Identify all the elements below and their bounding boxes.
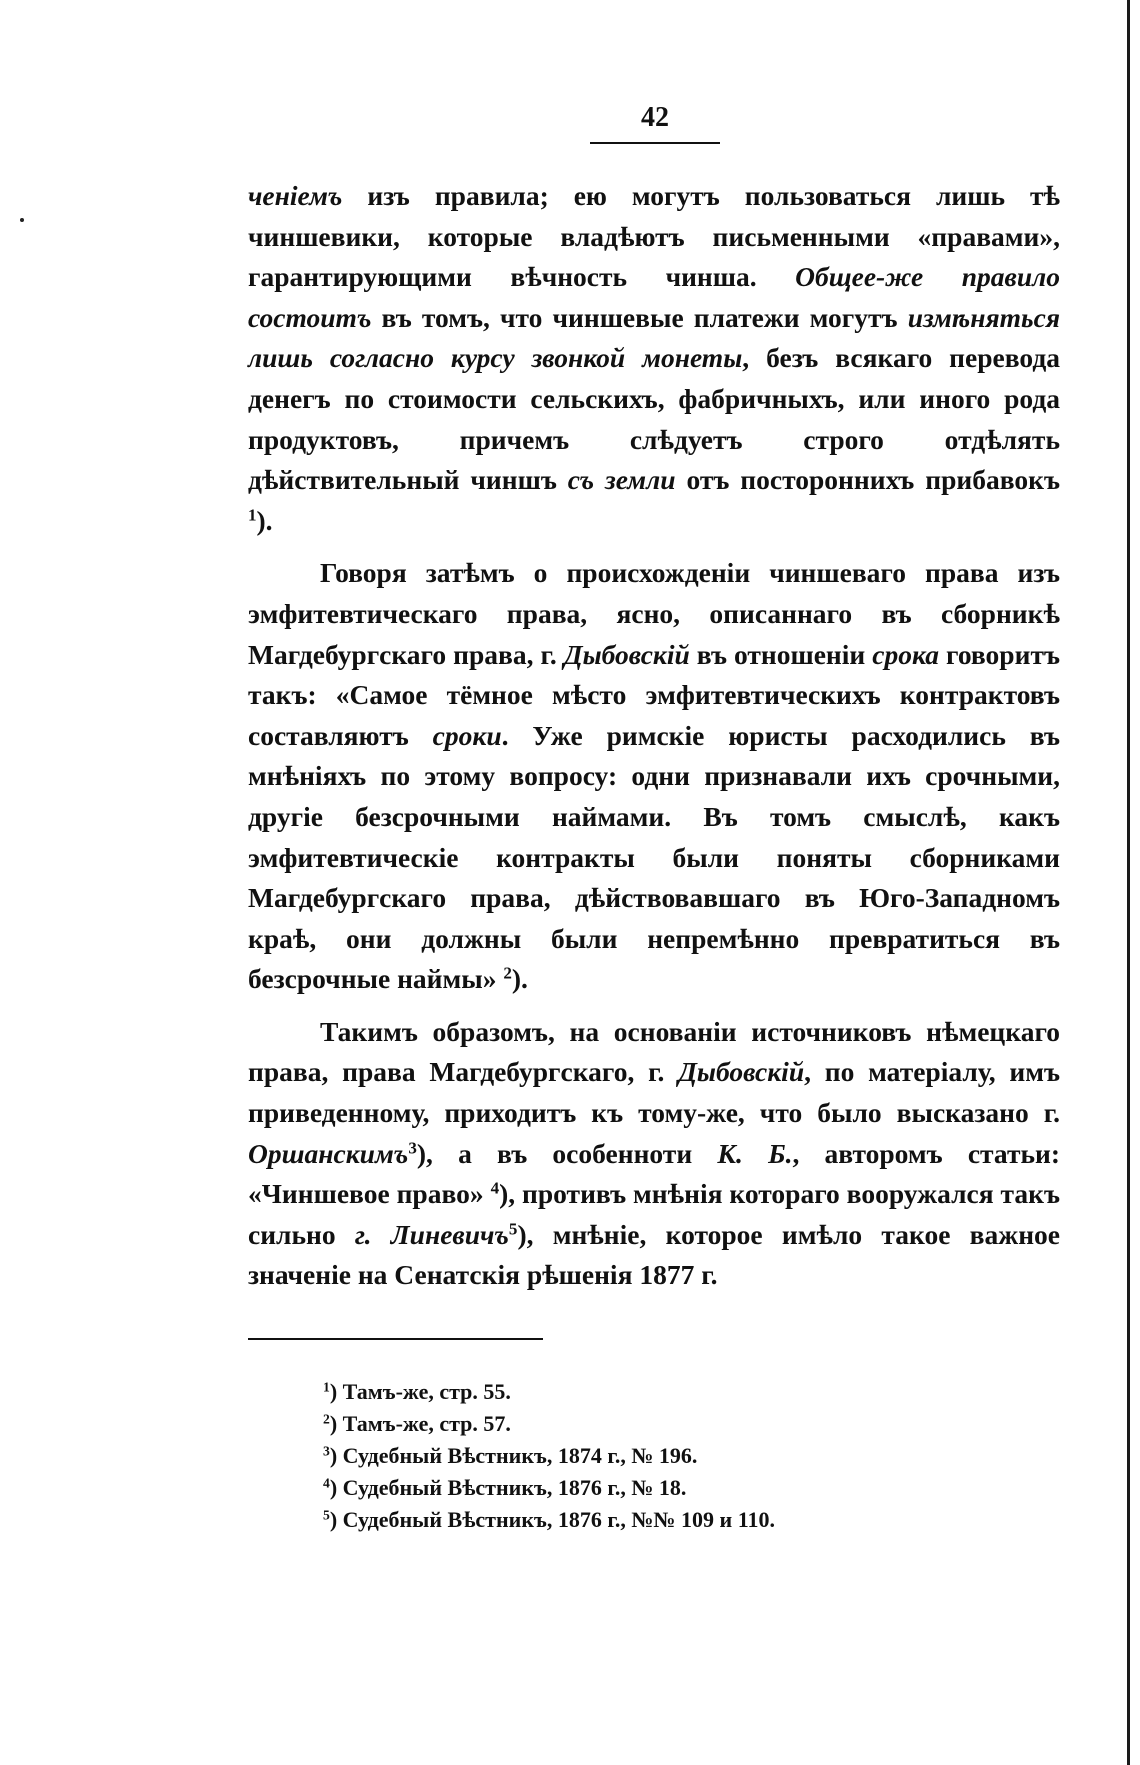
footnote-ref-3[interactable]: 3 bbox=[408, 1138, 417, 1158]
text-run: отъ постороннихъ прибавокъ bbox=[675, 464, 1061, 496]
footnote-1 bbox=[323, 1376, 923, 1408]
footnote-ref-2[interactable]: 2 bbox=[503, 963, 512, 983]
footnote-text: ) Судебный Вѣстникъ, 1876 г., №№ 109 и 110. bbox=[329, 1507, 776, 1532]
italic-term: съ земли bbox=[567, 464, 676, 496]
footnote-text: ) Тамъ-же, стр. 57. bbox=[329, 1411, 511, 1436]
footnote-mark: 1 bbox=[323, 1379, 330, 1395]
body-text bbox=[248, 176, 1060, 1296]
paragraph-3 bbox=[248, 1012, 1060, 1296]
text-run: ). bbox=[511, 963, 528, 995]
text-run: , безъ всякаго перевода денегъ по стоимости сельскихъ, фабричныхъ, или иного рода продуктовъ, причемъ слѣдуетъ строго отдѣлять дѣйствительный чиншъ bbox=[248, 342, 1061, 496]
footnote-text: ) Судебный Вѣстникъ, 1874 г., № 196. bbox=[329, 1443, 698, 1468]
italic-term: срока bbox=[872, 638, 939, 670]
footnote-ref-5[interactable]: 5 bbox=[508, 1219, 518, 1239]
italic-term: измѣняться лишь согласно курсу звонкой монеты bbox=[248, 301, 1060, 374]
text-run: въ томъ, что чиншевые платежи могутъ bbox=[371, 301, 908, 333]
author-initials: К. Б. bbox=[717, 1137, 793, 1169]
page-edge-line bbox=[1127, 0, 1130, 1765]
author-name: Дыбовскій bbox=[563, 638, 690, 670]
footnote-ref-1[interactable]: 1 bbox=[248, 505, 257, 525]
author-name: Дыбовскій bbox=[678, 1056, 805, 1088]
text-run: Такимъ образомъ, на основаніи источниковъ нѣмецкаго права, права Магдебургскаго, г. bbox=[248, 1015, 1060, 1088]
text-run: , по матеріалу, имъ приведенному, приходитъ къ тому-же, что было высказано г. bbox=[248, 1056, 1060, 1129]
footnote-3 bbox=[323, 1440, 923, 1472]
paragraph-2 bbox=[248, 553, 1060, 1000]
italic-term: ченіемъ bbox=[248, 180, 343, 211]
text-run: ), мнѣніе, которое имѣло такое важное значеніе на Сенатскія рѣшенія 1877 г. bbox=[248, 1218, 1060, 1291]
author-name: Оршанскимъ bbox=[248, 1137, 409, 1169]
page-number: 42 bbox=[590, 102, 720, 144]
footnote-mark: 5 bbox=[323, 1507, 330, 1523]
text-run: изъ правила; ею могутъ пользоваться лишь тѣ чиншевики, которые владѣютъ письменными «правами», гарантирующими вѣчность чинша. bbox=[248, 180, 1060, 293]
footnote-4 bbox=[323, 1472, 923, 1504]
footnote-text: ) Судебный Вѣстникъ, 1876 г., № 18. bbox=[329, 1475, 687, 1500]
text-run: ). bbox=[256, 504, 273, 536]
footnote-mark: 4 bbox=[323, 1475, 330, 1491]
text-run: въ отношеніи bbox=[689, 638, 873, 670]
author-name: г. Линевичъ bbox=[354, 1218, 509, 1250]
italic-term: Общее-же правило состоитъ bbox=[248, 261, 1060, 333]
paragraph-1 bbox=[248, 176, 1060, 541]
text-run: , авторомъ статьи: «Чиншевое право» bbox=[248, 1137, 1060, 1210]
text-run: ), а въ особенноти bbox=[416, 1137, 718, 1169]
footnote-text: ) Тамъ-же, стр. 55. bbox=[329, 1379, 511, 1404]
text-run: Говоря затѣмъ о происхожденіи чиншеваго права изъ эмфитевтическаго права, ясно, описаннаго въ сборникѣ Магдебургскаго права, г. bbox=[248, 557, 1060, 670]
footnote-2 bbox=[323, 1408, 923, 1440]
text-run: . Уже римскіе юристы расходились въ мнѣніяхъ по этому вопросу: одни признавали ихъ срочными, другіе безсрочными наймами. Въ томъ смыслѣ, какъ эмфитевтическіе контракты были поняты сборниками Магдебургскаго права, дѣйствовавшаго въ Юго-Западномъ краѣ, они должны были непремѣнно превратиться въ безсрочные наймы» bbox=[248, 719, 1060, 995]
text-run: ), противъ мнѣнія котораго вооружался такъ сильно bbox=[248, 1178, 1060, 1250]
italic-term: сроки bbox=[432, 719, 502, 751]
margin-dot bbox=[20, 218, 24, 222]
footnote-ref-4[interactable]: 4 bbox=[490, 1178, 500, 1198]
footnote-5 bbox=[323, 1504, 923, 1536]
footnote-separator bbox=[248, 1338, 543, 1340]
text-run: говоритъ такъ: «Самое тёмное мѣсто эмфитевтическихъ контрактовъ составляютъ bbox=[248, 638, 1060, 751]
footnote-mark: 2 bbox=[323, 1411, 330, 1427]
footnotes bbox=[323, 1376, 923, 1536]
footnote-mark: 3 bbox=[323, 1443, 330, 1459]
